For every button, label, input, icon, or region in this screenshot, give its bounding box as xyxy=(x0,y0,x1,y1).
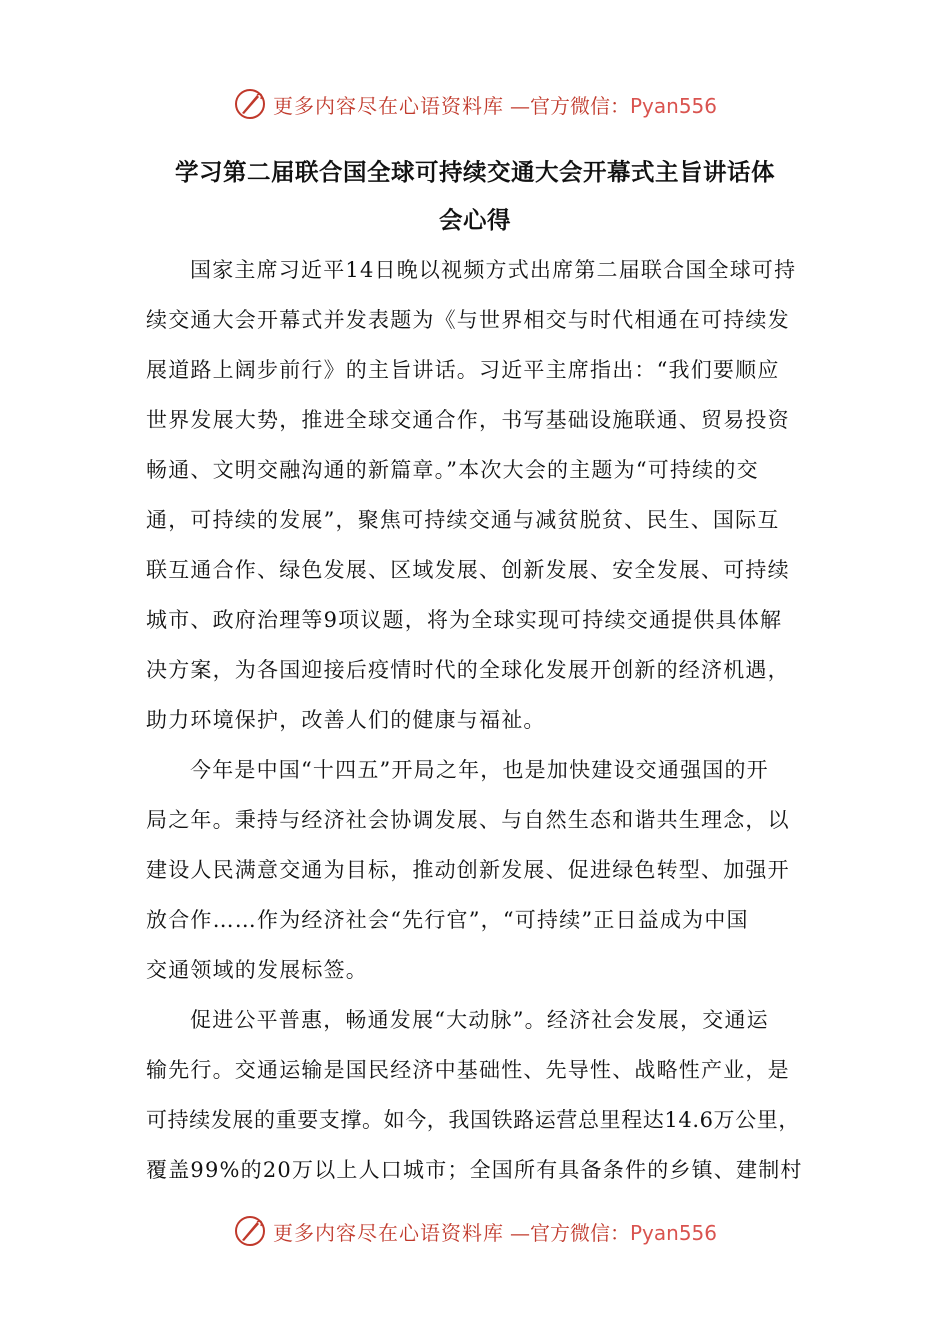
banner-dash: — xyxy=(509,1220,530,1245)
body-line: 建设人民满意交通为目标，推动创新发展、促进绿色转型、加强开 xyxy=(146,858,790,882)
document-title-line-1: 学习第二届联合国全球可持续交通大会开幕式主旨讲话体 xyxy=(175,158,775,186)
body-line: 展道路上阔步前行》的主旨讲话。习近平主席指出：“我们要顺应 xyxy=(146,358,780,382)
banner-wechat-id: Pyan556 xyxy=(629,93,717,118)
body-line: 助力环境保护，改善人们的健康与福祉。 xyxy=(146,708,546,732)
body-line: 世界发展大势，推进全球交通合作，书写基础设施联通、贸易投资 xyxy=(146,408,790,432)
banner-dash: — xyxy=(509,93,530,118)
body-line: 城市、政府治理等9项议题，将为全球实现可持续交通提供具体解 xyxy=(146,608,783,632)
footer-banner xyxy=(0,1211,950,1251)
quill-pen-logo-icon xyxy=(233,87,267,121)
body-line: 决方案，为各国迎接后疫情时代的全球化发展开创新的经济机遇， xyxy=(146,658,790,682)
banner-contact-label: 官方微信： xyxy=(529,1220,630,1245)
body-line: 局之年。秉持与经济社会协调发展、与自然生态和谐共生理念，以 xyxy=(146,808,790,832)
banner-contact xyxy=(510,1217,717,1246)
header-banner xyxy=(0,84,950,124)
body-line: 交通领域的发展标签。 xyxy=(146,958,368,982)
body-line: 联互通合作、绿色发展、区域发展、创新发展、安全发展、可持续 xyxy=(146,558,790,582)
banner-contact-label: 官方微信： xyxy=(529,93,630,118)
body-line: 畅通、文明交融沟通的新篇章。”本次大会的主题为“可持续的交 xyxy=(146,458,759,482)
banner-site-text: 更多内容尽在心语资料库 xyxy=(272,93,504,118)
banner-contact xyxy=(510,90,717,119)
quill-pen-logo-icon xyxy=(233,1214,267,1248)
body-line: 国家主席习近平14日晚以视频方式出席第二届联合国全球可持 xyxy=(190,258,797,282)
banner-wechat-id: Pyan556 xyxy=(629,1220,717,1245)
body-line: 放合作……作为经济社会“先行官”，“可持续”正日益成为中国 xyxy=(146,908,749,932)
body-line: 通，可持续的发展”，聚焦可持续交通与减贫脱贫、民生、国际互 xyxy=(146,508,780,532)
document-title-line-2: 会心得 xyxy=(439,206,511,234)
body-line: 输先行。交通运输是国民经济中基础性、先导性、战略性产业，是 xyxy=(146,1058,790,1082)
body-line: 覆盖99%的20万以上人口城市；全国所有具备条件的乡镇、建制村 xyxy=(146,1158,803,1182)
body-line: 促进公平普惠，畅通发展“大动脉”。经济社会发展，交通运 xyxy=(190,1008,769,1032)
body-line: 续交通大会开幕式并发表题为《与世界相交与时代相通在可持续发 xyxy=(146,308,790,332)
body-line: 今年是中国“十四五”开局之年，也是加快建设交通强国的开 xyxy=(190,758,769,782)
body-line: 可持续发展的重要支撑。如今，我国铁路运营总里程达14.6万公里， xyxy=(146,1108,800,1132)
banner-site-text: 更多内容尽在心语资料库 xyxy=(272,1220,504,1245)
